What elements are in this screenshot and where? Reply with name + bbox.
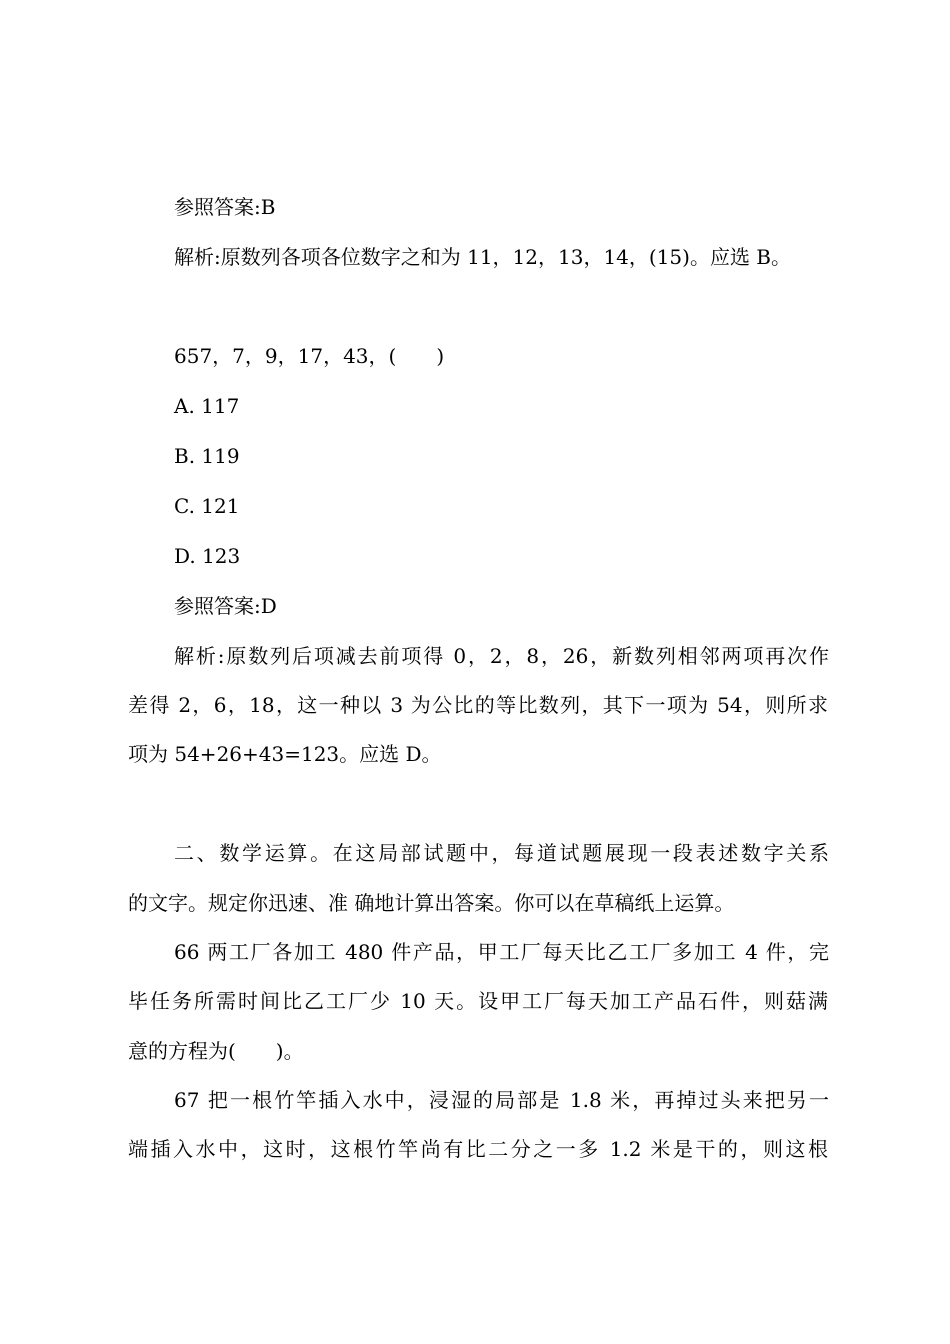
answer-line-d: 参照答案:D bbox=[174, 594, 277, 618]
question-66-line-1: 66 两工厂各加工 480 件产品，甲工厂每天比乙工厂多加工 4 件，完 bbox=[174, 940, 829, 964]
section-2-line-1: 二、数学运算。在这局部试题中，每道试题展现一段表述数字关系 bbox=[174, 841, 829, 865]
section-2-line-2: 的文字。规定你迅速、准 确地计算出答案。你可以在草稿纸上运算。 bbox=[128, 891, 735, 915]
option-d: D. 123 bbox=[174, 544, 241, 568]
analysis-line-1: 解析:原数列后项减去前项得 0，2，8，26，新数列相邻两项再次作 bbox=[174, 644, 829, 668]
analysis-line-b: 解析:原数列各项各位数字之和为 11，12，13，14，(15)。应选 B。 bbox=[174, 245, 792, 269]
analysis-line-2: 差得 2，6，18，这一种以 3 为公比的等比数列，其下一项为 54，则所求 bbox=[128, 693, 828, 717]
option-a: A. 117 bbox=[174, 394, 240, 418]
question-66-line-3: 意的方程为( )。 bbox=[128, 1039, 304, 1063]
analysis-line-3: 项为 54+26+43=123。应选 D。 bbox=[128, 742, 442, 766]
question-67-line-2: 端插入水中，这时，这根竹竿尚有比二分之一多 1.2 米是干的，则这根 bbox=[128, 1137, 828, 1161]
question-65-stem: 657，7，9，17，43，( ) bbox=[174, 344, 445, 368]
option-c: C. 121 bbox=[174, 494, 240, 518]
answer-line-b: 参照答案:B bbox=[174, 195, 276, 219]
option-b: B. 119 bbox=[174, 444, 240, 468]
question-67-line-1: 67 把一根竹竿插入水中，浸湿的局部是 1.8 米，再掉过头来把另一 bbox=[174, 1088, 829, 1112]
question-66-line-2: 毕任务所需时间比乙工厂少 10 天。设甲工厂每天加工产品石件，则菇满 bbox=[128, 989, 828, 1013]
